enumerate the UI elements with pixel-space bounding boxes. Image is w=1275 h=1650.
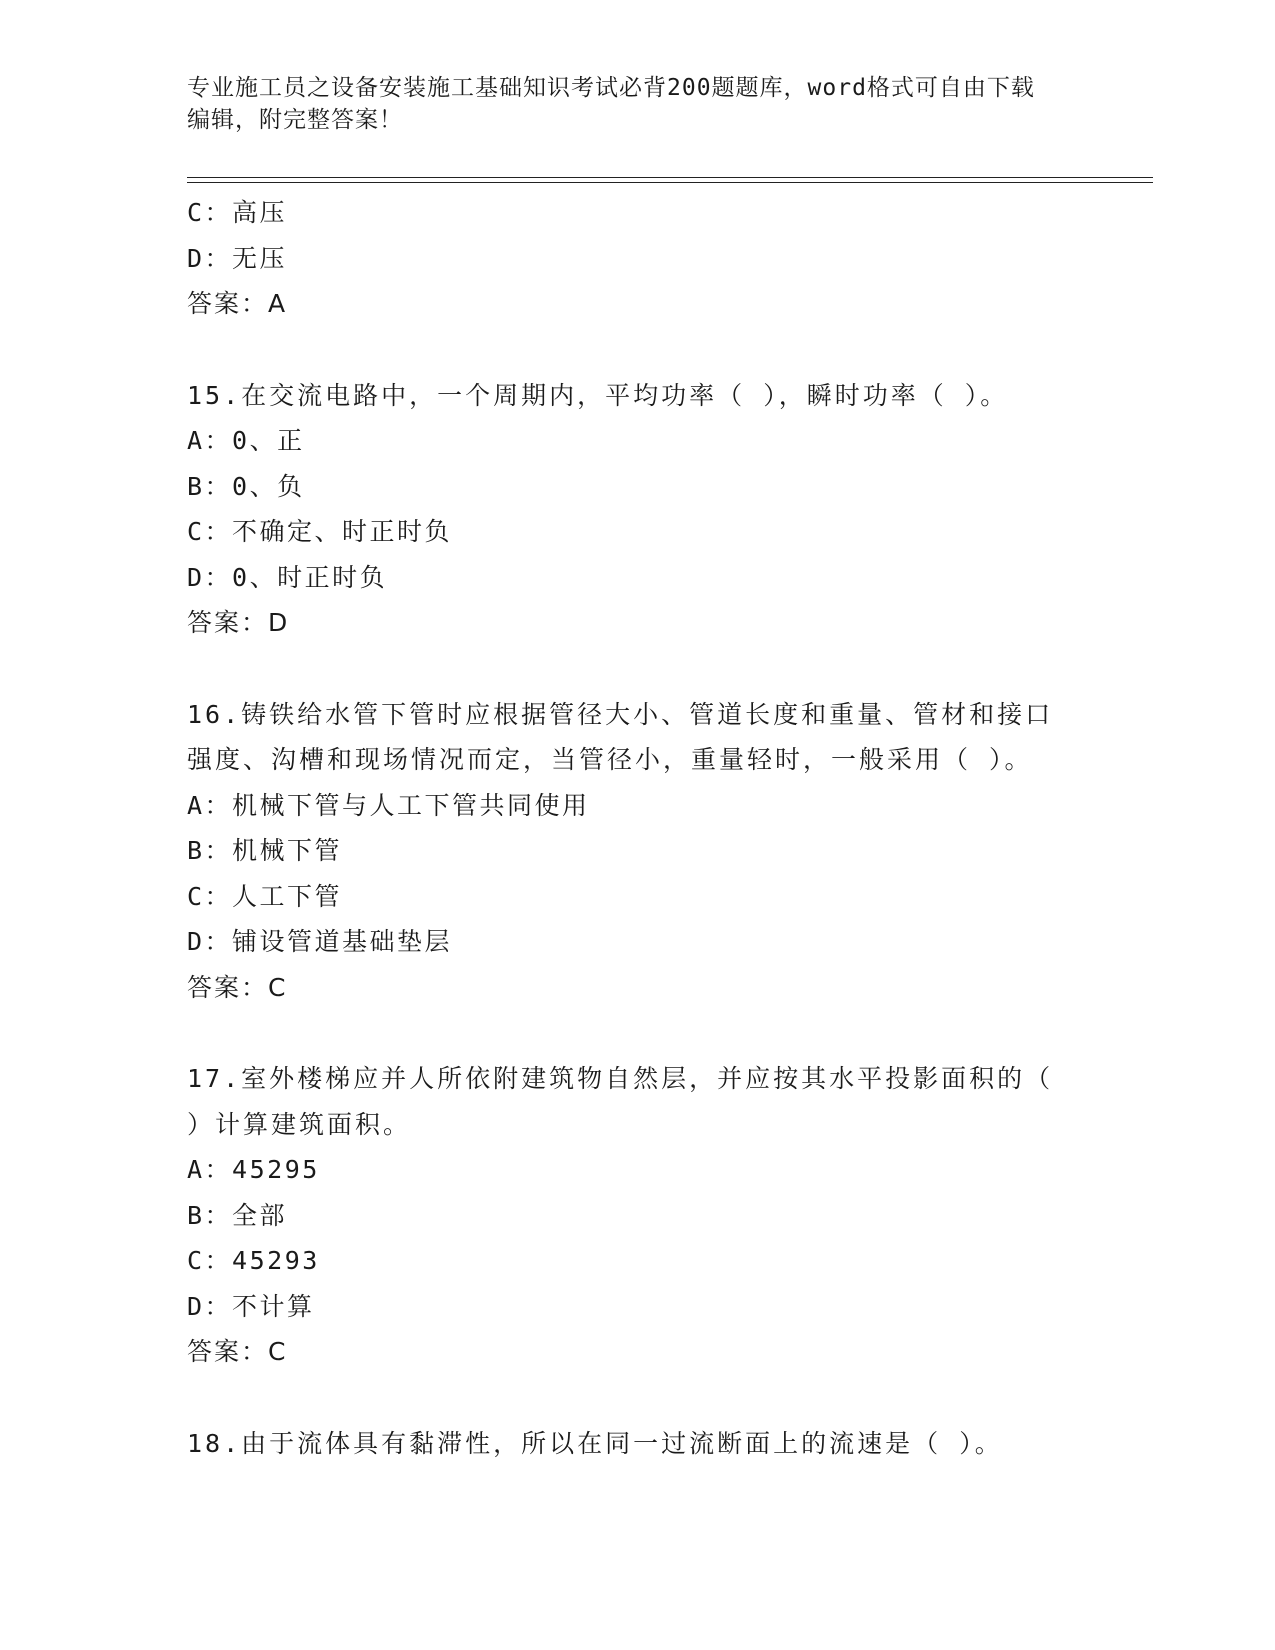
option-b: B：全部 — [187, 1200, 288, 1230]
option-a: A：机械下管与人工下管共同使用 — [187, 790, 590, 820]
option-c: C：人工下管 — [187, 881, 343, 911]
header-divider-bottom — [187, 182, 1153, 183]
option-d: D：不计算 — [187, 1291, 315, 1321]
page-header — [187, 72, 1067, 136]
spacer — [187, 646, 1087, 692]
question-text — [187, 692, 1087, 783]
header-title-line-2: 编辑，附完整答案！ — [187, 107, 403, 133]
question-text-line: 18.由于流体具有黏滞性，所以在同一过流断面上的流速是（ ）。 — [187, 1428, 1003, 1458]
spacer — [187, 1375, 1087, 1421]
question-text — [187, 1056, 1087, 1147]
question-15 — [187, 373, 1087, 646]
option-a: A：0、正 — [187, 426, 305, 455]
option-d: D：0、时正时负 — [187, 562, 388, 592]
spacer — [187, 327, 1087, 373]
question-list — [187, 190, 1087, 1466]
answer-line: 答案：C — [187, 972, 288, 1002]
question-text-line: ）计算建筑面积。 — [187, 1109, 412, 1139]
answer-line: 答案：A — [187, 289, 288, 318]
question-text-line: 16.铸铁给水管下管时应根据管径大小、管道长度和重量、管材和接口 — [187, 699, 1054, 729]
question-text-line: 强度、沟槽和现场情况而定，当管径小，重量轻时，一般采用（ ）。 — [187, 745, 1033, 774]
question-17 — [187, 1056, 1087, 1375]
question-text-line: 17.室外楼梯应并人所依附建筑物自然层，并应按其水平投影面积的（ — [187, 1064, 1054, 1093]
answer-line: 答案：C — [187, 1337, 288, 1366]
previous-question-tail — [187, 190, 1087, 327]
option-d: D：铺设管道基础垫层 — [187, 927, 453, 956]
spacer — [187, 1010, 1087, 1056]
option-c: C：45293 — [187, 1246, 320, 1275]
option-c: C：不确定、时正时负 — [187, 517, 453, 546]
question-text-line: 15.在交流电路中，一个周期内，平均功率（ ），瞬时功率（ ）。 — [187, 380, 1009, 410]
header-title-line-1: 专业施工员之设备安装施工基础知识考试必背200题题库，word格式可自由下载 — [187, 75, 1035, 101]
answer-line: 答案：D — [187, 608, 290, 637]
option-b: B：0、负 — [187, 471, 305, 501]
option-a: A：45295 — [187, 1155, 320, 1184]
question-18 — [187, 1421, 1087, 1467]
option-d: D：无压 — [187, 243, 288, 273]
header-divider-top — [187, 177, 1153, 178]
option-b: B：机械下管 — [187, 836, 343, 865]
question-text — [187, 1421, 1087, 1467]
option-c: C：高压 — [187, 198, 288, 227]
question-text — [187, 373, 1087, 419]
question-16 — [187, 692, 1087, 1011]
